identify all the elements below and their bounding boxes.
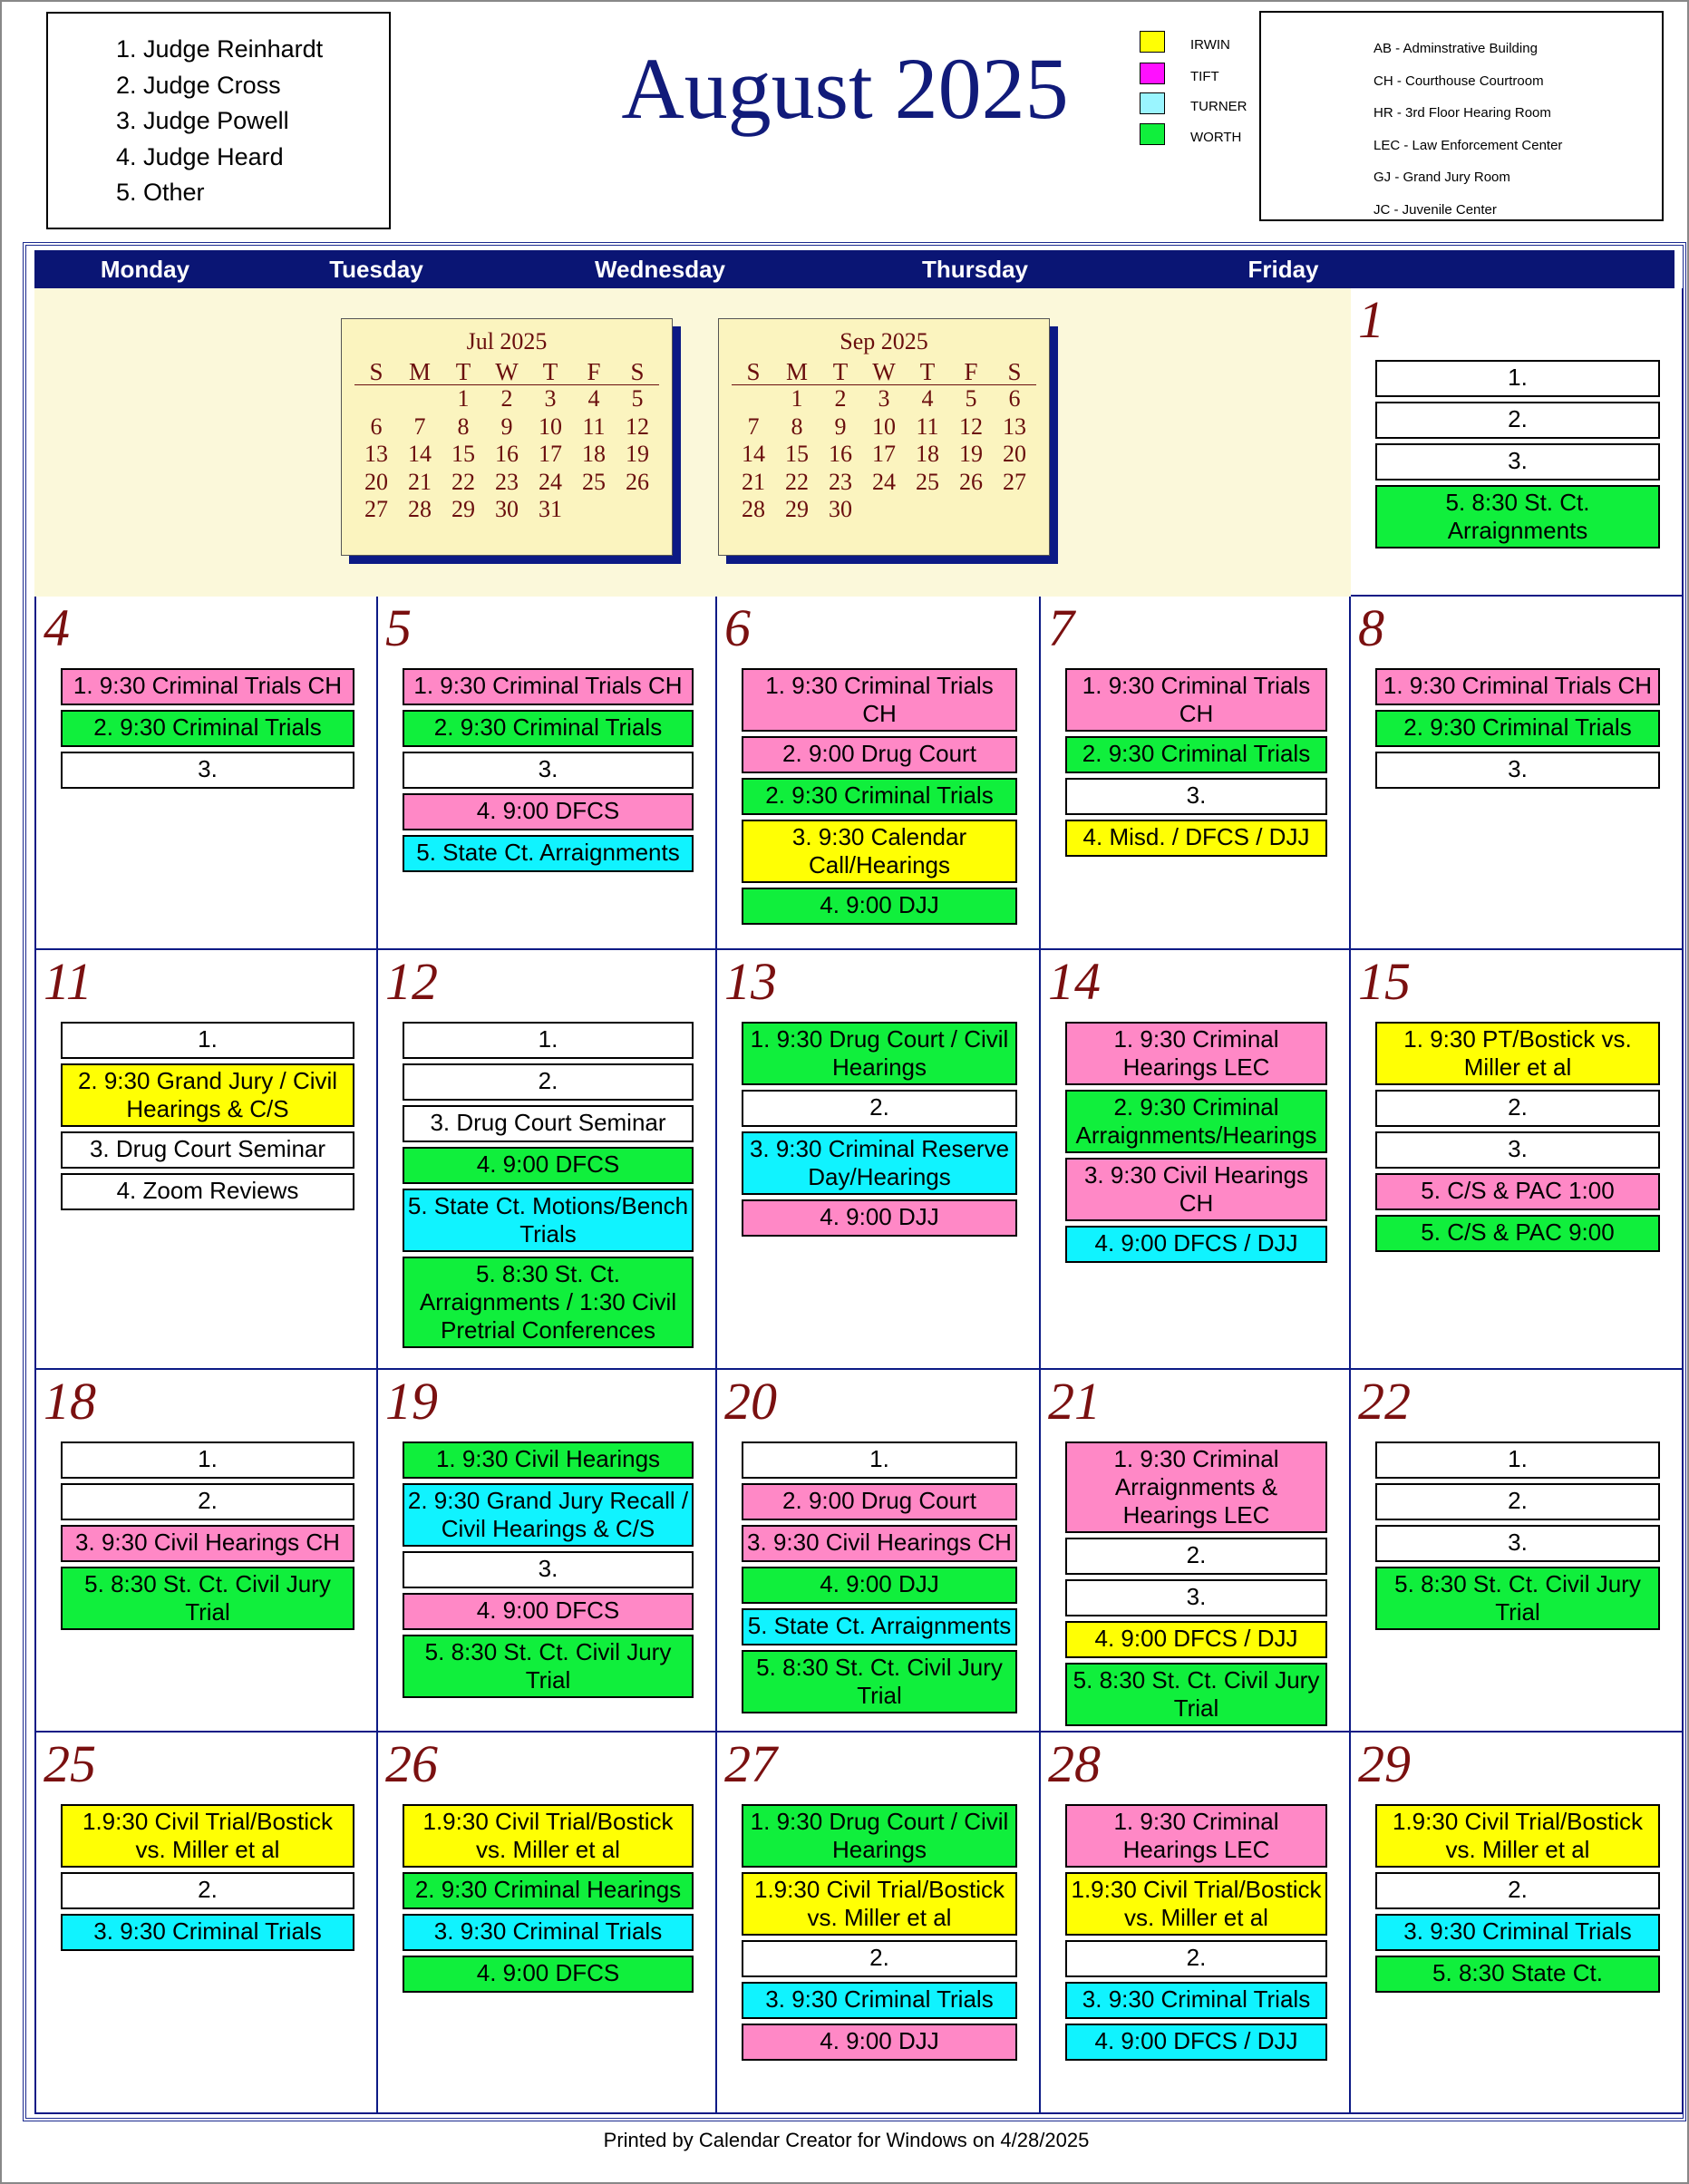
calendar-event[interactable]: 2. xyxy=(742,1940,1017,1977)
calendar-event[interactable]: 4. 9:00 DFCS xyxy=(403,1147,694,1184)
day-cell[interactable] xyxy=(378,1733,717,2114)
day-events xyxy=(61,1022,354,1215)
calendar-event[interactable]: 5. C/S & PAC 9:00 xyxy=(1375,1215,1660,1252)
mini-day: 16 xyxy=(495,441,519,467)
day-number: 20 xyxy=(724,1372,777,1431)
day-number: 11 xyxy=(44,952,92,1011)
calendar-event[interactable]: 1. 9:30 Criminal Trials CH xyxy=(1375,668,1660,705)
mini-day: 7 xyxy=(413,413,426,440)
mini-day: 31 xyxy=(539,496,562,522)
mini-day: 9 xyxy=(834,413,847,440)
mini-day: 8 xyxy=(457,413,470,440)
mini-weekday-header: S xyxy=(993,359,1036,385)
judge-item: 5. Other xyxy=(116,179,205,206)
mini-day: 26 xyxy=(959,468,983,495)
calendar-event[interactable]: 4. 9:00 DJJ xyxy=(742,1199,1017,1237)
calendar-event[interactable]: 1. 9:30 Drug Court / Civil Hearings xyxy=(742,1804,1017,1868)
day-number: 25 xyxy=(44,1734,96,1793)
day-number: 18 xyxy=(44,1372,96,1431)
mini-day: 9 xyxy=(500,413,513,440)
calendar-event[interactable]: 4. 9:00 DJJ xyxy=(742,2024,1017,2061)
mini-day: 6 xyxy=(370,413,383,440)
mini-weekday-header: F xyxy=(949,359,993,385)
calendar-event[interactable]: 3. 9:30 Civil Hearings CH xyxy=(61,1525,354,1562)
mini-calendar-title: Sep 2025 xyxy=(840,328,928,354)
calendar-event[interactable]: 1. 9:30 Criminal Trials CH xyxy=(403,668,694,705)
week-row xyxy=(34,1733,1684,2114)
mini-day: 12 xyxy=(959,413,983,440)
day-events xyxy=(61,1441,354,1635)
calendar-event[interactable]: 3. 9:30 Criminal Trials xyxy=(403,1914,694,1951)
day-events xyxy=(1375,1804,1660,1997)
weekday-tuesday: Tuesday xyxy=(329,256,423,283)
day-events xyxy=(742,1441,1017,1718)
mini-day: 3 xyxy=(544,385,557,412)
mini-weekday-header: W xyxy=(485,359,529,385)
day-number: 26 xyxy=(385,1734,438,1793)
calendar-event[interactable]: 1.9:30 Civil Trial/Bostick vs. Miller et al xyxy=(1375,1804,1660,1868)
calendar-event[interactable]: 3. Drug Court Seminar xyxy=(61,1131,354,1169)
mini-day: 28 xyxy=(742,496,765,522)
judge-item: 2. Judge Cross xyxy=(116,71,281,99)
day-number: 6 xyxy=(724,598,751,657)
empty-days-area xyxy=(34,288,1351,597)
county-swatch xyxy=(1140,123,1165,145)
calendar-event[interactable]: 2. 9:30 Criminal Trials xyxy=(742,778,1017,815)
calendar-event[interactable]: 1. 9:30 Criminal Trials CH xyxy=(1065,668,1327,732)
day-number: 8 xyxy=(1358,598,1384,657)
mini-weekday-header: M xyxy=(398,359,442,385)
mini-day: 27 xyxy=(1003,468,1026,495)
week-row xyxy=(34,950,1684,1370)
mini-day: 14 xyxy=(408,441,432,467)
mini-day: 4 xyxy=(587,385,600,412)
mini-weekday-header: S xyxy=(616,359,659,385)
day-cell[interactable] xyxy=(717,597,1041,950)
calendar-grid xyxy=(34,288,1684,2114)
day-cell[interactable] xyxy=(1351,1370,1684,1733)
day-events xyxy=(403,1441,694,1703)
mini-weekday-header: T xyxy=(442,359,485,385)
mini-day xyxy=(354,385,398,413)
calendar-event[interactable]: 2. 9:30 Criminal Hearings xyxy=(403,1872,694,1909)
calendar-event[interactable]: 2. 9:00 Drug Court xyxy=(742,736,1017,773)
mini-day: 5 xyxy=(631,385,644,412)
calendar-event[interactable]: 4. Zoom Reviews xyxy=(61,1173,354,1210)
location-item: LEC - Law Enforcement Center xyxy=(1374,137,1563,153)
calendar-event[interactable]: 2. xyxy=(61,1483,354,1520)
day-number: 29 xyxy=(1358,1734,1411,1793)
day-cell[interactable] xyxy=(1351,1733,1684,2114)
calendar-event[interactable]: 1. 9:30 Criminal Hearings LEC xyxy=(1065,1804,1327,1868)
mini-day: 11 xyxy=(582,413,606,440)
county-swatch xyxy=(1140,31,1165,53)
print-footer: Printed by Calendar Creator for Windows on 4/28/2025 xyxy=(603,2129,1090,2151)
weekday-header xyxy=(34,250,1674,288)
mini-day: 25 xyxy=(916,468,939,495)
calendar-event[interactable]: 2. 9:30 Grand Jury Recall / Civil Hearings & C/S xyxy=(403,1483,694,1547)
mini-weekday-header: W xyxy=(862,359,906,385)
mini-day: 15 xyxy=(785,441,809,467)
day-number: 27 xyxy=(724,1734,777,1793)
mini-day: 20 xyxy=(1003,441,1026,467)
mini-day: 28 xyxy=(408,496,432,522)
mini-day: 2 xyxy=(834,385,847,412)
month-title: August 2025 xyxy=(621,40,1069,137)
calendar-event[interactable]: 5. 8:30 State Ct. xyxy=(1375,1956,1660,1993)
calendar-event[interactable]: 3. Drug Court Seminar xyxy=(403,1105,694,1142)
location-item: HR - 3rd Floor Hearing Room xyxy=(1374,105,1551,121)
day-events xyxy=(1375,1441,1660,1635)
day-cell[interactable] xyxy=(34,597,378,950)
calendar-event[interactable]: 3. xyxy=(403,752,694,789)
mini-day xyxy=(906,496,949,524)
calendar-event[interactable]: 3. 9:30 Criminal Reserve Day/Hearings xyxy=(742,1131,1017,1195)
mini-day: 22 xyxy=(785,468,809,495)
weekday-monday: Monday xyxy=(100,256,190,283)
calendar-event[interactable]: 4. 9:00 DJJ xyxy=(742,888,1017,925)
mini-day: 2 xyxy=(500,385,513,412)
day-events xyxy=(1065,1804,1327,2065)
calendar-event[interactable]: 2. xyxy=(1375,1483,1660,1520)
calendar-event[interactable]: 5. 8:30 St. Ct. Civil Jury Trial xyxy=(742,1650,1017,1713)
day-cell[interactable] xyxy=(717,1370,1041,1733)
mini-day: 4 xyxy=(921,385,934,412)
county-name: TURNER xyxy=(1190,99,1247,114)
day-cell[interactable] xyxy=(717,1733,1041,2114)
day-cell[interactable] xyxy=(378,597,717,950)
mini-weekday-header: T xyxy=(819,359,862,385)
week-row xyxy=(34,597,1684,950)
calendar-event[interactable]: 1. 9:30 Criminal Trials CH xyxy=(742,668,1017,732)
day-number: 19 xyxy=(385,1372,438,1431)
mini-day xyxy=(398,385,442,413)
calendar-event[interactable]: 1. xyxy=(61,1441,354,1479)
mini-calendar-table xyxy=(354,359,659,524)
day-events xyxy=(742,1804,1017,2065)
mini-day: 1 xyxy=(457,385,470,412)
county-swatch xyxy=(1140,63,1165,84)
mini-day: 1 xyxy=(791,385,803,412)
calendar-event[interactable]: 2. xyxy=(1065,1538,1327,1575)
calendar-event[interactable]: 1. xyxy=(1375,1441,1660,1479)
calendar-event[interactable]: 3. 9:30 Criminal Trials xyxy=(742,1982,1017,2019)
mini-day xyxy=(993,496,1036,524)
calendar-event[interactable]: 2. xyxy=(1375,402,1660,439)
calendar-event[interactable]: 2. 9:30 Criminal Trials xyxy=(1065,736,1327,773)
calendar-event[interactable]: 2. xyxy=(1065,1940,1327,1977)
mini-weekday-header: F xyxy=(572,359,616,385)
mini-weekday-header: T xyxy=(906,359,949,385)
day-cell[interactable] xyxy=(1041,1733,1351,2114)
calendar-event[interactable]: 3. xyxy=(61,752,354,789)
calendar-event[interactable]: 5. State Ct. Arraignments xyxy=(403,835,694,872)
mini-day: 22 xyxy=(451,468,475,495)
day-events xyxy=(1375,1022,1660,1257)
calendar-event[interactable]: 2. xyxy=(742,1090,1017,1127)
mini-day: 5 xyxy=(965,385,977,412)
calendar-event[interactable]: 1. 9:30 Criminal Trials CH xyxy=(61,668,354,705)
judge-item: 4. Judge Heard xyxy=(116,142,284,170)
calendar-event[interactable]: 1. 9:30 Criminal Hearings LEC xyxy=(1065,1022,1327,1085)
mini-day xyxy=(732,385,775,413)
day-cell[interactable] xyxy=(1041,950,1351,1370)
day-cell[interactable] xyxy=(34,1370,378,1733)
calendar-event[interactable]: 1. xyxy=(61,1022,354,1059)
mini-calendar-sep xyxy=(718,318,1050,556)
day-cell[interactable] xyxy=(1041,597,1351,950)
calendar-event[interactable]: 5. 8:30 St. Ct. Civil Jury Trial xyxy=(1375,1567,1660,1630)
calendar-event[interactable]: 4. 9:00 DFCS / DJJ xyxy=(1065,2024,1327,2061)
mini-day: 27 xyxy=(364,496,388,522)
mini-calendar-jul xyxy=(341,318,673,556)
calendar-event[interactable]: 4. 9:00 DFCS xyxy=(403,1956,694,1993)
calendar-event[interactable]: 3. xyxy=(1375,1525,1660,1562)
calendar-event[interactable]: 2. 9:00 Drug Court xyxy=(742,1483,1017,1520)
mini-day: 29 xyxy=(451,496,475,522)
day-number: 22 xyxy=(1358,1372,1411,1431)
mini-day: 11 xyxy=(916,413,939,440)
location-legend xyxy=(1259,11,1664,221)
calendar-event[interactable]: 5. 8:30 St. Ct. Arraignments xyxy=(1375,485,1660,548)
mini-weekday-header: S xyxy=(732,359,775,385)
week-row xyxy=(34,1370,1684,1733)
day-number: 7 xyxy=(1048,598,1074,657)
day-events xyxy=(1375,668,1660,793)
mini-day: 23 xyxy=(829,468,852,495)
calendar-event[interactable]: 1. 9:30 Criminal Arraignments & Hearings LEC xyxy=(1065,1441,1327,1533)
judge-item: 3. Judge Powell xyxy=(116,107,289,134)
calendar-event[interactable]: 1. 9:30 Drug Court / Civil Hearings xyxy=(742,1022,1017,1085)
location-item: AB - Adminstrative Building xyxy=(1374,41,1538,56)
calendar-event[interactable]: 5. 8:30 St. Ct. Arraignments / 1:30 Civil Pretrial Conferences xyxy=(403,1257,694,1348)
calendar-event[interactable]: 5. 8:30 St. Ct. Civil Jury Trial xyxy=(403,1635,694,1698)
calendar-event[interactable]: 1.9:30 Civil Trial/Bostick vs. Miller et al xyxy=(403,1804,694,1868)
day-cell[interactable] xyxy=(1351,950,1684,1370)
mini-day: 20 xyxy=(364,468,388,495)
mini-weekday-header: M xyxy=(775,359,819,385)
county-name: WORTH xyxy=(1190,130,1242,145)
mini-day: 24 xyxy=(539,468,562,495)
weekday-thursday: Thursday xyxy=(921,256,1029,283)
day-number: 15 xyxy=(1358,952,1411,1011)
calendar-event[interactable]: 2. 9:30 Criminal Trials xyxy=(1375,710,1660,747)
mini-day: 7 xyxy=(747,413,760,440)
day-cell[interactable] xyxy=(1351,288,1684,597)
judge-item: 1. Judge Reinhardt xyxy=(116,35,324,63)
mini-day: 6 xyxy=(1008,385,1021,412)
day-cell[interactable] xyxy=(378,950,717,1370)
mini-day: 30 xyxy=(829,496,852,522)
calendar-event[interactable]: 3. xyxy=(1375,1131,1660,1169)
calendar-event[interactable]: 3. xyxy=(1065,778,1327,815)
day-events xyxy=(1065,1022,1327,1267)
day-number: 5 xyxy=(385,598,412,657)
mini-day: 24 xyxy=(872,468,896,495)
mini-day xyxy=(616,496,659,524)
calendar-event[interactable]: 1.9:30 Civil Trial/Bostick vs. Miller et al xyxy=(1065,1872,1327,1936)
calendar-event[interactable]: 4. 9:00 DFCS / DJJ xyxy=(1065,1226,1327,1263)
mini-day: 26 xyxy=(626,468,649,495)
location-item: JC - Juvenile Center xyxy=(1374,201,1497,218)
day-number: 13 xyxy=(724,952,777,1011)
day-events xyxy=(1375,360,1660,553)
weekday-wednesday: Wednesday xyxy=(594,256,725,283)
county-name: TIFT xyxy=(1190,69,1219,84)
mini-day: 18 xyxy=(582,441,606,467)
mini-weekday-header: S xyxy=(354,359,398,385)
mini-day: 3 xyxy=(878,385,890,412)
mini-day: 18 xyxy=(916,441,939,467)
mini-day xyxy=(572,496,616,524)
day-number: 4 xyxy=(44,598,70,657)
day-cell[interactable] xyxy=(34,1733,378,2114)
calendar-event[interactable]: 2. xyxy=(403,1063,694,1101)
calendar-event[interactable]: 1. xyxy=(1375,360,1660,397)
calendar-event[interactable]: 1. xyxy=(403,1022,694,1059)
day-number: 21 xyxy=(1048,1372,1101,1431)
mini-day: 13 xyxy=(364,441,388,467)
calendar-event[interactable]: 3. xyxy=(1375,752,1660,789)
calendar-event[interactable]: 1. xyxy=(742,1441,1017,1479)
mini-day: 16 xyxy=(829,441,852,467)
calendar-event[interactable]: 3. 9:30 Calendar Call/Hearings xyxy=(742,820,1017,883)
calendar-event[interactable]: 4. Misd. / DFCS / DJJ xyxy=(1065,820,1327,857)
day-events xyxy=(1065,668,1327,861)
day-number: 28 xyxy=(1048,1734,1101,1793)
mini-day: 21 xyxy=(408,468,432,495)
day-cell[interactable] xyxy=(378,1370,717,1733)
day-cell[interactable] xyxy=(1351,597,1684,950)
mini-day xyxy=(862,496,906,524)
day-events xyxy=(403,1804,694,1997)
calendar-event[interactable]: 5. 8:30 St. Ct. Civil Jury Trial xyxy=(1065,1663,1327,1726)
mini-day: 8 xyxy=(791,413,803,440)
mini-weekday-header: T xyxy=(529,359,572,385)
mini-day: 30 xyxy=(495,496,519,522)
mini-day: 19 xyxy=(626,441,649,467)
day-number: 1 xyxy=(1358,290,1384,349)
calendar-event[interactable]: 3. xyxy=(1375,443,1660,480)
calendar-event[interactable]: 2. xyxy=(61,1872,354,1909)
mini-calendar-table xyxy=(732,359,1036,524)
mini-day: 14 xyxy=(742,441,765,467)
mini-day: 25 xyxy=(582,468,606,495)
mini-day: 21 xyxy=(742,468,765,495)
location-item: GJ - Grand Jury Room xyxy=(1374,170,1510,185)
calendar-event[interactable]: 1. 9:30 Civil Hearings xyxy=(403,1441,694,1479)
calendar-event[interactable]: 2. 9:30 Criminal Trials xyxy=(61,710,354,747)
mini-day: 29 xyxy=(785,496,809,522)
calendar-grid-frame xyxy=(23,242,1686,2121)
mini-day: 10 xyxy=(539,413,562,440)
day-events xyxy=(403,1022,694,1353)
day-events xyxy=(1065,1441,1327,1731)
day-cell[interactable] xyxy=(34,950,378,1370)
location-item: CH - Courthouse Courtroom xyxy=(1374,73,1544,89)
calendar-event[interactable]: 4. 9:00 DFCS / DJJ xyxy=(1065,1621,1327,1658)
county-name: IRWIN xyxy=(1190,37,1230,53)
county-swatch xyxy=(1140,92,1165,114)
calendar-event[interactable]: 3. 9:30 Criminal Trials xyxy=(1065,1982,1327,2019)
calendar-event[interactable]: 2. 9:30 Criminal Arraignments/Hearings xyxy=(1065,1090,1327,1153)
calendar-event[interactable]: 2. xyxy=(1375,1872,1660,1909)
mini-day: 12 xyxy=(626,413,649,440)
day-events xyxy=(61,1804,354,1956)
mini-calendar-title: Jul 2025 xyxy=(466,328,548,354)
judges-legend xyxy=(46,12,391,229)
mini-day: 17 xyxy=(872,441,896,467)
week-row xyxy=(34,288,1684,597)
day-events xyxy=(742,1022,1017,1241)
calendar-event[interactable]: 2. 9:30 Grand Jury / Civil Hearings & C/S xyxy=(61,1063,354,1127)
mini-day: 19 xyxy=(959,441,983,467)
calendar-event[interactable]: 2. xyxy=(1375,1090,1660,1127)
day-cell[interactable] xyxy=(717,950,1041,1370)
day-events xyxy=(403,668,694,877)
calendar-event[interactable]: 1.9:30 Civil Trial/Bostick vs. Miller et al xyxy=(742,1872,1017,1936)
day-number: 14 xyxy=(1048,952,1101,1011)
calendar-event[interactable]: 3. 9:30 Criminal Trials xyxy=(61,1914,354,1951)
calendar-event[interactable]: 4. 9:00 DFCS xyxy=(403,1593,694,1630)
mini-day: 13 xyxy=(1003,413,1026,440)
mini-day: 15 xyxy=(451,441,475,467)
mini-day: 10 xyxy=(872,413,896,440)
calendar-event[interactable]: 5. State Ct. Motions/Bench Trials xyxy=(403,1189,694,1252)
day-cell[interactable] xyxy=(1041,1370,1351,1733)
calendar-event[interactable]: 5. 8:30 St. Ct. Civil Jury Trial xyxy=(61,1567,354,1630)
day-events xyxy=(61,668,354,793)
calendar-event[interactable]: 3. 9:30 Criminal Trials xyxy=(1375,1914,1660,1951)
calendar-event[interactable]: 1. 9:30 PT/Bostick vs. Miller et al xyxy=(1375,1022,1660,1085)
mini-day: 17 xyxy=(539,441,562,467)
calendar-event[interactable]: 3. 9:30 Civil Hearings CH xyxy=(742,1525,1017,1562)
calendar-event[interactable]: 3. xyxy=(403,1551,694,1588)
mini-day: 23 xyxy=(495,468,519,495)
calendar-event[interactable]: 3. xyxy=(1065,1579,1327,1616)
calendar-event[interactable]: 4. 9:00 DJJ xyxy=(742,1567,1017,1604)
calendar-event[interactable]: 5. C/S & PAC 1:00 xyxy=(1375,1173,1660,1210)
calendar-event[interactable]: 5. State Ct. Arraignments xyxy=(742,1608,1017,1645)
day-events xyxy=(742,668,1017,929)
weekday-friday: Friday xyxy=(1247,256,1319,283)
day-number: 12 xyxy=(385,952,438,1011)
calendar-event[interactable]: 3. 9:30 Civil Hearings CH xyxy=(1065,1158,1327,1221)
calendar-event[interactable]: 4. 9:00 DFCS xyxy=(403,793,694,830)
calendar-event[interactable]: 1.9:30 Civil Trial/Bostick vs. Miller et al xyxy=(61,1804,354,1868)
calendar-event[interactable]: 2. 9:30 Criminal Trials xyxy=(403,710,694,747)
mini-day xyxy=(949,496,993,524)
